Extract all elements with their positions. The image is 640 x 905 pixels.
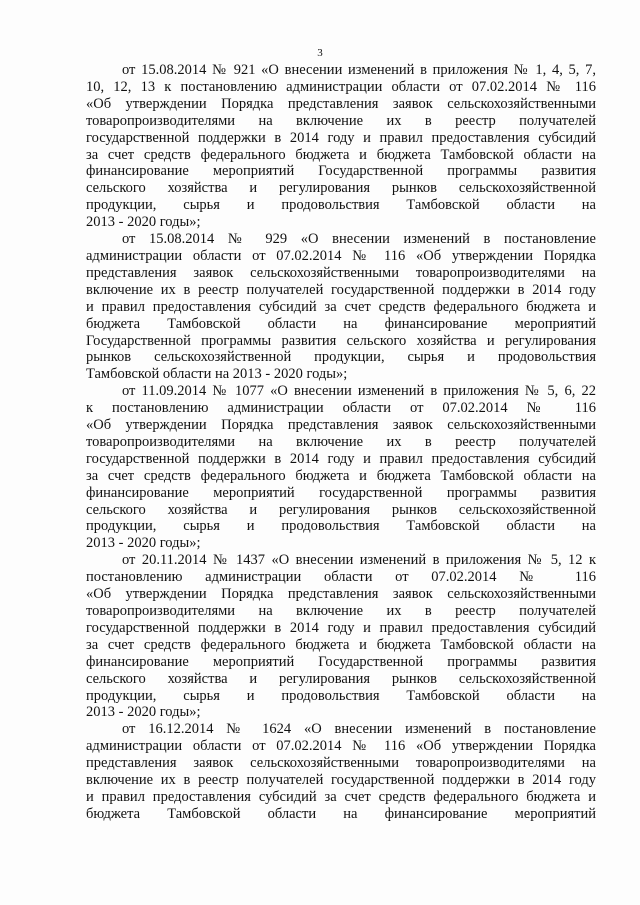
text-line: товаропроизводителями на включение их в реестр получателей [86,112,596,129]
text-line: включение их в реестр получателей государственной поддержки в 2014 году [86,772,596,789]
text-line: бюджета Тамбовской области на финансирование мероприятий [86,315,596,332]
text-line: от 20.11.2014 № 1437 «О внесении изменений в приложения № 5, 12 к [122,552,596,569]
text-line: от 16.12.2014 № 1624 «О внесении изменений в постановление [122,721,596,738]
text-line: государственной поддержки в 2014 году и правил предоставления субсидий [86,129,596,146]
text-line: к постановлению администрации области от 07.02.2014 № 116 [86,400,596,417]
text-line: сельского хозяйства и регулирования рынков сельскохозяйственной [86,501,596,518]
text-line: за счет средств федерального бюджета и бюджета Тамбовской области на [86,146,596,163]
text-line: финансирование мероприятий Государственной программы развития [86,163,596,180]
text-line: 2013 - 2020 годы»; [86,214,201,231]
document-body [86,62,596,823]
paragraph [86,552,596,721]
text-line: Государственной программы развития сельского хозяйства и регулирования [86,332,596,349]
text-line: от 11.09.2014 № 1077 «О внесении изменений в приложения № 5, 6, 22 [122,383,596,400]
text-line: продукции, сырья и продовольствия Тамбовской области на [86,687,596,704]
paragraph [86,721,596,822]
paragraph [86,383,596,552]
text-line: товаропроизводителями на включение их в реестр получателей [86,433,596,450]
text-line: продукции, сырья и продовольствия Тамбовской области на [86,518,596,535]
text-line: представления заявок сельскохозяйственными товаропроизводителями на [86,755,596,772]
text-line: 2013 - 2020 годы»; [86,535,201,552]
text-line: и правил предоставления субсидий за счет средств федерального бюджета и [86,788,596,805]
text-line: администрации области от 07.02.2014 № 116 «Об утверждении Порядка [86,247,596,264]
text-line: «Об утверждении Порядка представления заявок сельскохозяйственными [86,586,596,603]
text-line: за счет средств федерального бюджета и бюджета Тамбовской области на [86,467,596,484]
text-line: финансирование мероприятий Государственной программы развития [86,653,596,670]
text-line: «Об утверждении Порядка представления заявок сельскохозяйственными [86,95,596,112]
text-line: от 15.08.2014 № 929 «О внесении изменений в постановление [122,231,596,248]
text-line: сельского хозяйства и регулирования рынков сельскохозяйственной [86,670,596,687]
text-line: представления заявок сельскохозяйственными товаропроизводителями на [86,264,596,281]
text-line: включение их в реестр получателей государственной поддержки в 2014 году [86,281,596,298]
paragraph [86,231,596,383]
text-line: постановлению администрации области от 07.02.2014 № 116 [86,569,596,586]
text-line: рынков сельскохозяйственной продукции, сырья и продовольствия [86,349,596,366]
text-line: «Об утверждении Порядка представления заявок сельскохозяйственными [86,417,596,434]
paragraph [86,62,596,231]
text-line: государственной поддержки в 2014 году и правил предоставления субсидий [86,619,596,636]
text-line: и правил предоставления субсидий за счет средств федерального бюджета и [86,298,596,315]
text-line: сельского хозяйства и регулирования рынков сельскохозяйственной [86,180,596,197]
text-line: администрации области от 07.02.2014 № 116 «Об утверждении Порядка [86,738,596,755]
text-line: продукции, сырья и продовольствия Тамбовской области на [86,197,596,214]
text-line: финансирование мероприятий государственной программы развития [86,484,596,501]
text-line: за счет средств федерального бюджета и бюджета Тамбовской области на [86,636,596,653]
page-number: 3 [317,47,323,59]
text-line: бюджета Тамбовской области на финансирование мероприятий [86,805,596,822]
text-line: государственной поддержки в 2014 году и правил предоставления субсидий [86,450,596,467]
text-line: 2013 - 2020 годы»; [86,704,201,721]
text-line: от 15.08.2014 № 921 «О внесении изменений в приложения № 1, 4, 5, 7, [122,62,596,78]
text-line: 10, 12, 13 к постановлению администрации области от 07.02.2014 № 116 [86,78,596,95]
text-line: Тамбовской области на 2013 - 2020 годы»; [86,366,348,383]
text-line: товаропроизводителями на включение их в реестр получателей [86,603,596,619]
